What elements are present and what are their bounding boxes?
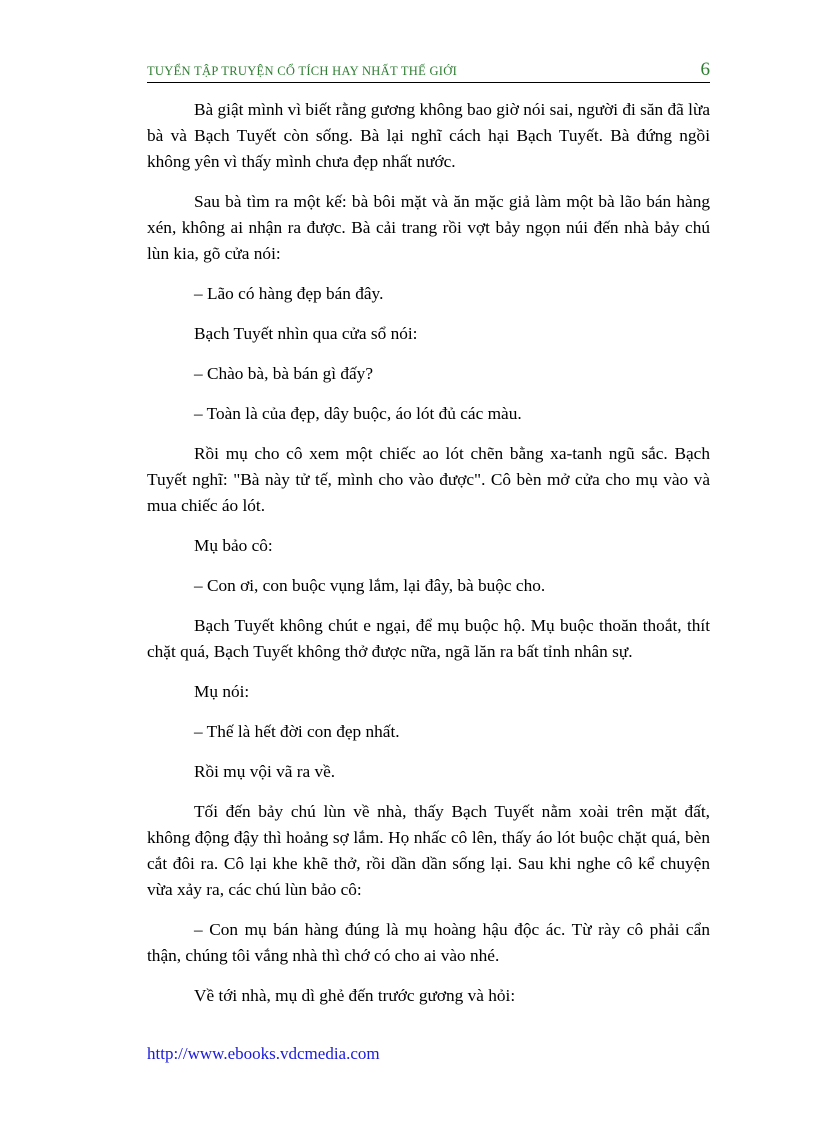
paragraph: Về tới nhà, mụ dì ghẻ đến trước gương và hỏi:	[194, 986, 516, 1005]
paragraph: Rồi mụ vội vã ra về.	[194, 762, 336, 781]
story-body	[147, 97, 710, 1023]
paragraph: Mụ nói:	[194, 682, 250, 701]
dialogue-line: – Con mụ bán hàng đúng là mụ hoàng hậu độc ác. Từ rày cô phải cẩn thận, chúng tôi vắng nhà thì chớ có cho ai vào nhé.	[147, 920, 710, 965]
paragraph: Tối đến bảy chú lùn về nhà, thấy Bạch Tuyết nằm xoài trên mặt đất, không động đậy thì hoảng sợ lắm. Họ nhấc cô lên, thấy áo lót buộc chặt quá, bèn cắt đôi ra. Cô lại khe khẽ thở, rồi dần dần sống lại. Sau khi nghe cô kể chuyện vừa xảy ra, các chú lùn bảo cô:	[147, 802, 710, 899]
paragraph: Bà giật mình vì biết rằng gương không bao giờ nói sai, người đi săn đã lừa bà và Bạch Tuyết còn sống. Bà lại nghĩ cách hại Bạch Tuyết. Bà đứng ngồi không yên vì thấy mình chưa đẹp nhất nước.	[147, 100, 710, 171]
footer-website-link[interactable]: http://www.ebooks.vdcmedia.com	[147, 1044, 380, 1063]
page-header	[147, 56, 710, 83]
paragraph: Bạch Tuyết nhìn qua cửa sổ nói:	[194, 324, 418, 343]
page-number: 6	[700, 59, 710, 80]
paragraph: Bạch Tuyết không chút e ngại, để mụ buộc hộ. Mụ buộc thoăn thoắt, thít chặt quá, Bạch Tuyết không thở được nữa, ngã lăn ra bất tỉnh nhân sự.	[147, 616, 710, 661]
paragraph: Rồi mụ cho cô xem một chiếc ao lót chẽn bằng xa-tanh ngũ sắc. Bạch Tuyết nghĩ: "Bà này tử tế, mình cho vào được". Cô bèn mở cửa cho mụ vào và mua chiếc áo lót.	[147, 444, 710, 515]
dialogue-line: – Thế là hết đời con đẹp nhất.	[194, 722, 400, 741]
book-title: TUYỂN TẬP TRUYỆN CỔ TÍCH HAY NHẤT THẾ GIỚI	[147, 64, 458, 78]
paragraph: Mụ bảo cô:	[194, 536, 273, 555]
dialogue-line: – Con ơi, con buộc vụng lắm, lại đây, bà buộc cho.	[194, 576, 546, 595]
paragraph: Sau bà tìm ra một kế: bà bôi mặt và ăn mặc giả làm một bà lão bán hàng xén, không ai nhận ra được. Bà cải trang rồi vợt bảy ngọn núi đến nhà bảy chú lùn kia, gõ cửa nói:	[147, 192, 710, 263]
dialogue-line: – Lão có hàng đẹp bán đây.	[194, 284, 384, 303]
dialogue-line: – Toàn là của đẹp, dây buộc, áo lót đủ các màu.	[194, 404, 522, 423]
dialogue-line: – Chào bà, bà bán gì đấy?	[194, 364, 373, 383]
